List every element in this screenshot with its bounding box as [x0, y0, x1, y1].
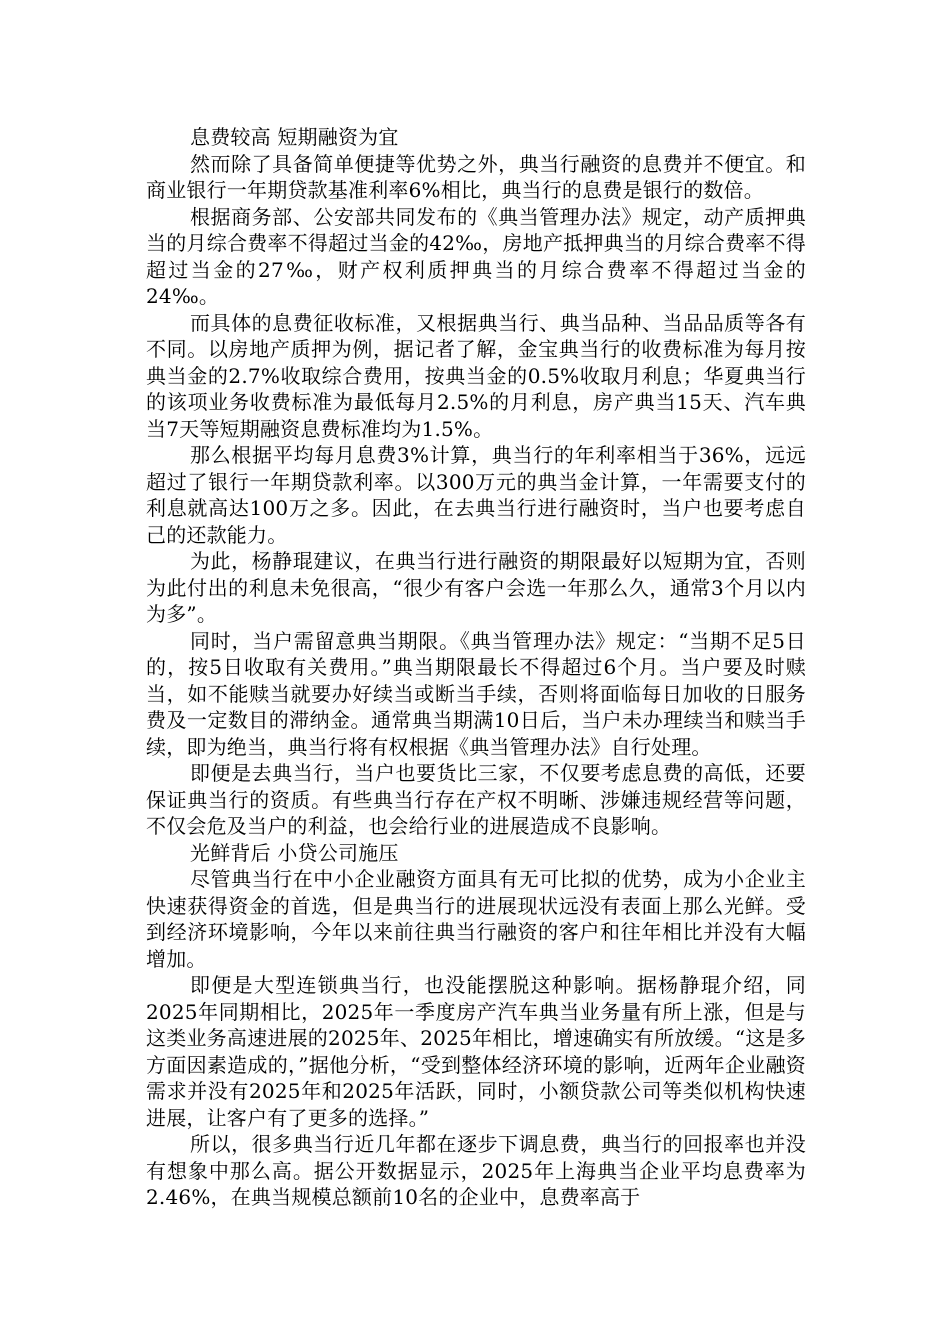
paragraph: 然而除了具备简单便捷等优势之外，典当行融资的息费并不便宜。和商业银行一年期贷款基准利率6%相比，典当行的息费是银行的数倍。 [146, 151, 806, 202]
paragraph: 所以，很多典当行近几年都在逐步下调息费，典当行的回报率也并没有想象中那么高。据公开数据显示，2025年上海典当企业平均息费率为2.46%，在典当规模总额前10名的企业中，息费率高于 [146, 1132, 806, 1209]
paragraph: 即便是去典当行，当户也要货比三家，不仅要考虑息费的高低，还要保证典当行的资质。有些典当行存在产权不明晰、涉嫌违规经营等问题，不仅会危及当户的利益，也会给行业的进展造成不良影响。 [146, 761, 806, 838]
paragraph: 尽管典当行在中小企业融资方面具有无可比拟的优势，成为小企业主快速获得资金的首选，但是典当行的进展现状远没有表面上那么光鲜。受到经济环境影响，今年以来前往典当行融资的客户和往年相比并没有大幅增加。 [146, 867, 806, 971]
paragraph: 即便是大型连锁典当行，也没能摆脱这种影响。据杨静琨介绍，同2025年同期相比，2025年一季度房产汽车典当业务量有所上涨，但是与这类业务高速进展的2025年、2025年相比，增速确实有所放缓。“这是多方面因素造成的，”据他分析，“受到整体经济环境的影响，近两年企业融资需求并没有2025年和2025年活跃，同时，小额贷款公司等类似机构快速进展，让客户有了更多的选择。” [146, 973, 806, 1130]
paragraph: 为此，杨静琨建议，在典当行进行融资的期限最好以短期为宜，否则为此付出的利息未免很高，“很少有客户会选一年那么久，通常3个月以内为多”。 [146, 549, 806, 626]
section-heading: 光鲜背后 小贷公司施压 [190, 840, 399, 865]
paragraph: 根据商务部、公安部共同发布的《典当管理办法》规定，动产质押典当的月综合费率不得超过当金的42‰，房地产抵押典当的月综合费率不得超过当金的27‰，财产权利质押典当的月综合费率不得超过当金的24‰。 [146, 204, 806, 308]
paragraph: 而具体的息费征收标准，又根据典当行、典当品种、当品品质等各有不同。以房地产质押为例，据记者了解，金宝典当行的收费标准为每月按典当金的2.7%收取综合费用，按典当金的0.5%收取月利息；华夏典当行的该项业务收费标准为最低每月2.5%的月利息，房产典当15天、汽车典当7天等短期融资息费标准均为1.5%。 [146, 310, 806, 441]
document-page [146, 124, 806, 1211]
section-heading: 息费较高 短期融资为宜 [190, 125, 399, 149]
paragraph: 同时，当户需留意典当期限。《典当管理办法》规定：“当期不足5日的，按5日收取有关费用。”典当期限最长不得超过6个月。当户要及时赎当，如不能赎当就要办好续当或断当手续，否则将面临每日加收的日服务费及一定数目的滞纳金。通常典当期满10日后，当户未办理续当和赎当手续，即为绝当，典当行将有权根据《典当管理办法》自行处理。 [146, 628, 806, 759]
paragraph: 那么根据平均每月息费3%计算，典当行的年利率相当于36%，远远超过了银行一年期贷款利率。以300万元的典当金计算，一年需要支付的利息就高达100万之多。因此，在去典当行进行融资时，当户也要考虑自己的还款能力。 [146, 443, 806, 547]
